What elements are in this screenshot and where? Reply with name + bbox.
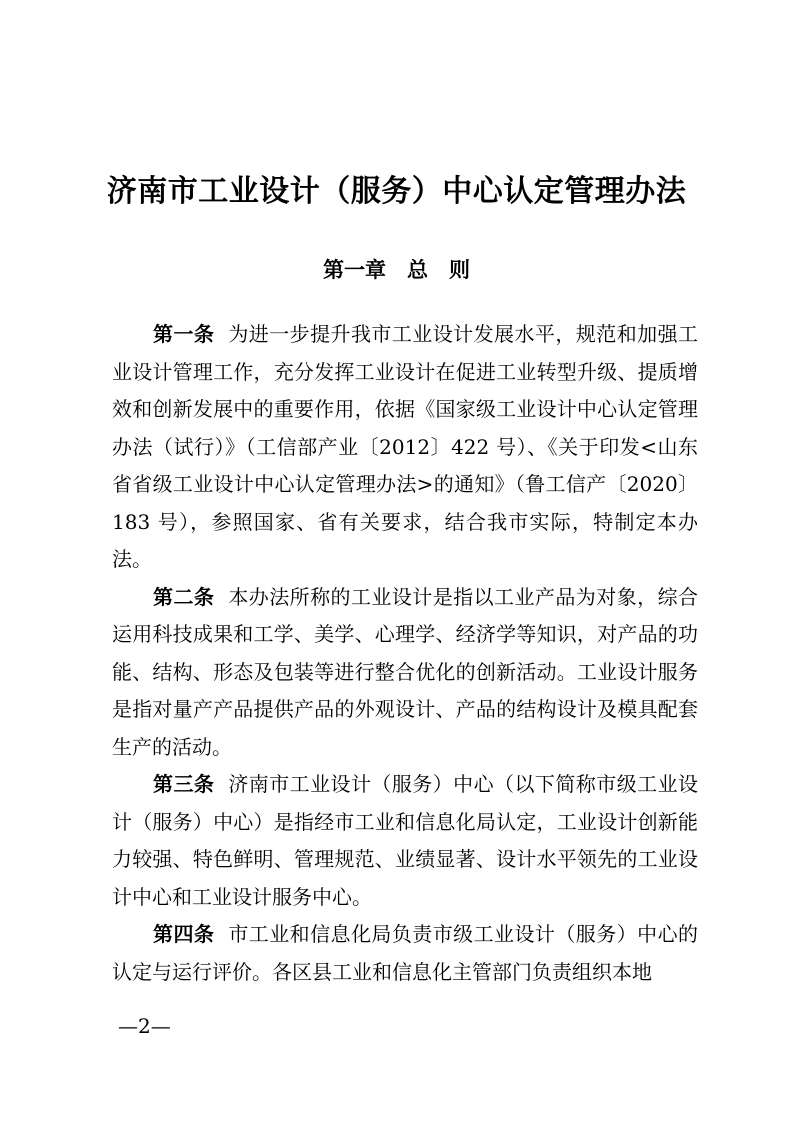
article-text: 济南市工业设计（服务）中心（以下简称市级工业设计（服务）中心）是指经市工业和信息化局认定，工业设计创新能力较强、特色鲜明、管理规范、业绩显著、设计水平领先的工业设计中心和工业设计服务中心。 [112, 772, 699, 909]
article-1 [112, 316, 698, 579]
article-number: 第二条 [153, 584, 215, 609]
document-title: 济南市工业设计（服务）中心认定管理办法 [106, 174, 687, 209]
page-number: —2— [118, 1014, 171, 1038]
document-body [112, 316, 698, 991]
article-2 [112, 579, 698, 767]
article-text: 本办法所称的工业设计是指以工业产品为对象，综合运用科技成果和工学、美学、心理学、经济学等知识，对产品的功能、结构、形态及包装等进行整合优化的创新活动。工业设计服务是指对量产产品提供产品的外观设计、产品的结构设计及模具配套生产的活动。 [112, 584, 699, 759]
article-number: 第四条 [153, 922, 215, 946]
chapter-heading: 第一章 总 则 [323, 257, 470, 282]
article-text: 为进一步提升我市工业设计发展水平，规范和加强工业设计管理工作，充分发挥工业设计在促进工业转型升级、提质增效和创新发展中的重要作用，依据《国家级工业设计中心认定管理办法（试行）》（工信部产业〔2012〕422 号）、《关于印发<山东省省级工业设计中心认定管理办法>的通知》（鲁工信产〔2020〕183 号），参照国家、省有关要求，结合我市实际，特制定本办法。 [112, 322, 699, 571]
article-3 [112, 766, 698, 916]
article-text: 市工业和信息化局负责市级工业设计（服务）中心的认定与运行评价。各区县工业和信息化主管部门负责组织本地 [112, 922, 699, 984]
article-number: 第三条 [153, 772, 215, 796]
article-number: 第一条 [153, 322, 215, 346]
article-4 [112, 916, 698, 991]
